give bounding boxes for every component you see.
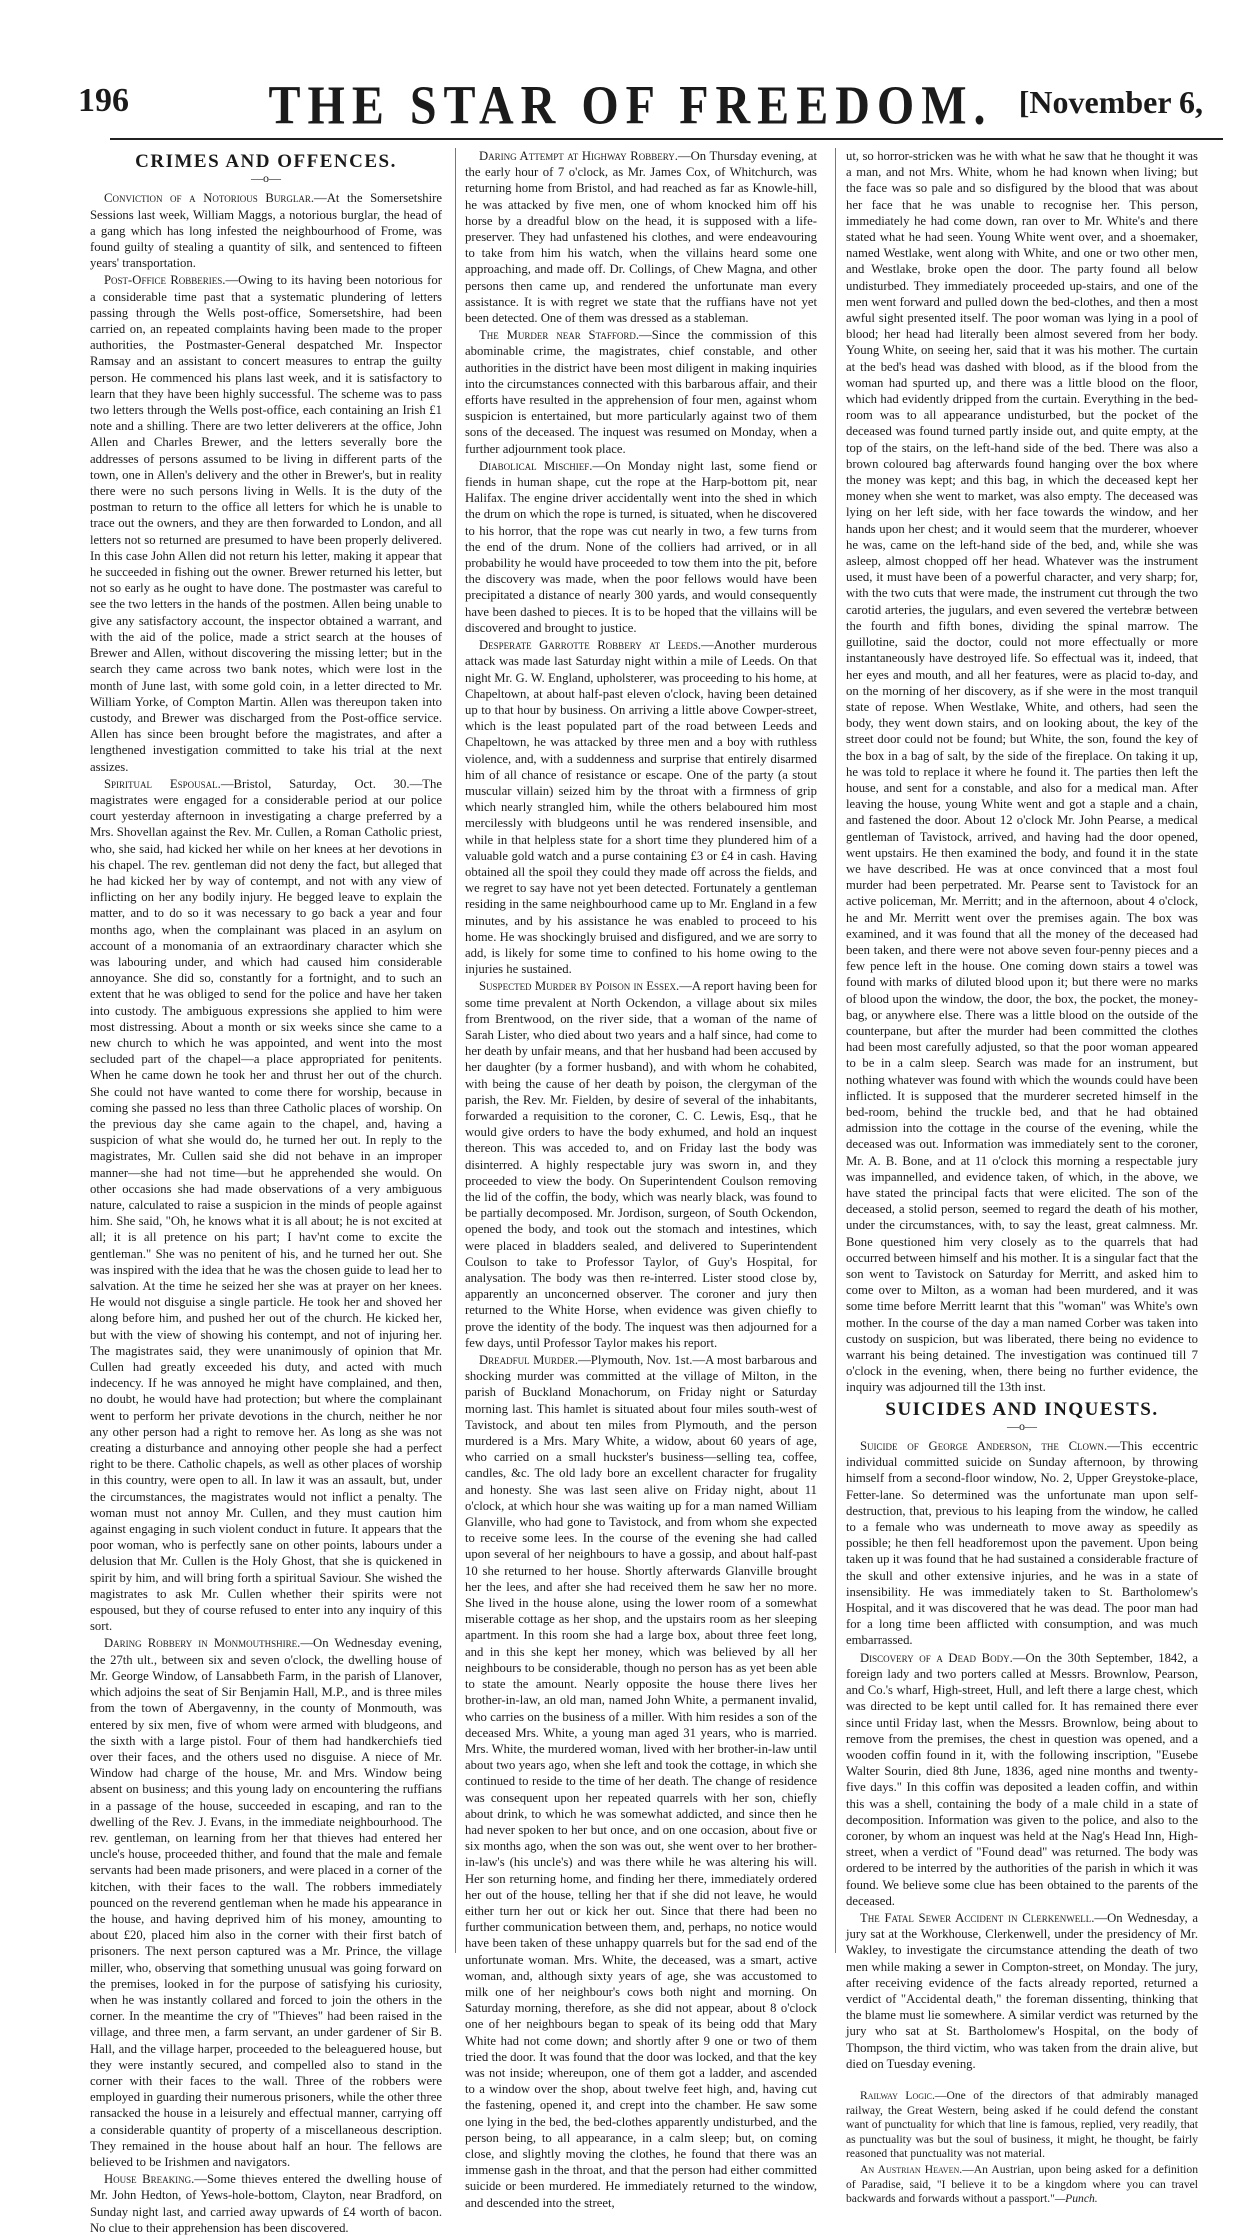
article-body: —On Wednesday, a jury sat at the Workhouse, Clerkenwell, under the presidency of Mr. Wakley, to investigate the circumstance attending the death of two men while making a sewer in Compton-street, on Monday. The jury, after receiving evidence of the facts already reported, returned a verdict of "Accidental death," the foreman dissenting, thinking that the blame must lie somewhere. A similar verdict was returned by the jury who sat at St. Bartholomew's Hospital, on the body of Thompson, the third victim, who was taken from the drain alive, but died on Tuesday evening.	[846, 1910, 1198, 2071]
article	[465, 637, 817, 977]
article	[465, 148, 817, 326]
column-1	[90, 148, 442, 2235]
filler-item	[846, 2089, 1198, 2162]
article-headline: Spiritual Espousal.	[104, 776, 221, 791]
issue-date: [November 6,	[1018, 84, 1203, 120]
article-headline: Suspected Murder by Poison in Essex.	[479, 979, 680, 994]
section-heading-suicides: SUICIDES AND INQUESTS.	[885, 1398, 1159, 1420]
article-headline: House Breaking.	[104, 2172, 195, 2187]
article-body: —This eccentric individual committed suicide on Sunday afternoon, by throwing himself from a second-floor window, No. 2, Upper Greystoke-place, Fetter-lane. So determined was the unfortunate man upon self-destruction, that, previous to his leaping from the window, he called to a female who was underneath to move away as speedily as possible; he then fell headforemost upon the pavement. Upon being taken up it was found that he had sustained a considerable fracture of the skull and other extensive injuries, and he was in a state of insensibility. He was immediately taken to St. Bartholomew's Hospital, and it was discovered that he was dead. The poor man had for a long time been afflicted with consumption, and was much embarrassed.	[846, 1439, 1198, 1648]
columns	[90, 148, 1230, 2235]
column-3	[846, 148, 1198, 2206]
section-rule: —o—	[1007, 1418, 1037, 1433]
article-body: —Some thieves entered the dwelling house of Mr. John Hedton, of Yews-hole-bottom, Clayton, near Bradford, on Sunday night last, and carried away upwards of £4 worth of bacon. No clue to their apprehension has been discovered.	[90, 2172, 442, 2235]
column-divider	[455, 148, 456, 1953]
article	[465, 327, 817, 457]
masthead	[38, 74, 1223, 137]
article-headline: Diabolical Mischief.	[479, 458, 593, 473]
section-rule: —o—	[251, 171, 281, 186]
article-headline: Dreadful Murder.	[479, 1353, 579, 1368]
article	[90, 2171, 442, 2236]
spacer	[846, 2073, 1198, 2089]
article-headline: Suicide of George Anderson, the Clown.	[860, 1439, 1108, 1454]
article-body: —Since the commission of this abominable crime, the magistrates, chief constable, and other authorities in the district have been most diligent in making inquiries into the circumstances connected with this barbarous affair, and their efforts have resulted in the apprehension of four men, against whom suspicion is entertained, but more particularly against two of them sons of the deceased. The inquest was resumed on Monday, when a further adjournment took place.	[465, 328, 817, 456]
article-continuation: ut, so horror-stricken was he with what he saw that he thought it was a man, and not Mrs. White, whom he had known when living; but the face was so pale and so disfigured by the blood that was about her face that he was unable to recognise her. This person, immediately he had come down, ran over to Mr. White's and there stated what he had seen. Young White went over, and a shoemaker, named Westlake, went along with White, and one or two other men, and Westlake, broke open the door. The party found all below undisturbed. They immediately proceeded up-stairs, and one of the men went forward and pulled down the bed-clothes, and then a most awful sight presented itself. The poor woman was lying in a pool of blood; her head had literally been almost severed from her body. Young White, on seeing her, said that it was his mother. The curtain at the bed's head was dashed with blood, as if the blood from the woman had spurted up, and there was a little blood on the floor, which had evidently dripped from the curtain. Everything in the bed-room was to all appearance undisturbed, but the pocket of the deceased was found turned partly inside out, and quite empty, at the top of the stairs, on the left-hand side of the bed. There was also a brown coloured bag afterwards found hanging over the box where the money was kept; and this bag, in which the deceased kept her money when she went to market, was also empty. The deceased was lying on her left side, with her face towards the window, and her hands upon her chest; and it would seem that the murderer, whoever he was, came on the left-hand side of the bed, and, while she was asleep, almost chopped off her head. Whatever was the instrument used, it must have been of a powerful character, and very sharp; for, with the two cuts that were made, the instrument cut through the two carotid arteries, the jugulars, and even severed the vertebræ between the fourth and fifth bones, dividing the spinal marrow. The guillotine, said the doctor, could not more effectually or more instantaneously have destroyed life. So effectual was it, indeed, that her eyes and mouth, and all her features, were as placid to-day, and on the morning of her discovery, as if she were in the most tranquil state of repose. When Westlake, White, and others, had seen the body, they went down stairs, and on looking about, the key of the street door could not be found; but White, the son, found the key of the box in a bag of salt, by the side of the fireplace. On taking it up, he was told to replace it where he found it. The parties then left the house, and sent for a constable, and also for a medical man. After leaving the house, young White went and got a staple and a chain, and fastened the door. About 12 o'clock Mr. John Pearse, a medical gentleman of Tavistock, arrived, and having had the door opened, went upstairs. He then examined the body, and found it in the state we have described. He was at once convinced that a most foul murder had been perpetrated. Mr. Pearse sent to Tavistock for an active policeman, Mr. Merritt; and in the afternoon, about 4 o'clock, he and Mr. Merritt went over the premises again. The box was examined, and it was found that all the money of the deceased had been taken, and there were not above seven four-penny pieces and a few pence left in the house. One coming down stairs a towel was found with marks of diluted blood upon it; but there were no marks of blood upon the window, the door, the box, the pocket, the money-bag, or anywhere else. There was a little blood on the outside of the counterpane, but after the murder had been committed the clothes had been most carefully adjusted, so that the poor woman appeared to be in a calm sleep. Search was made for an instrument, but nothing whatever was found with which the wounds could have been inflicted. It is supposed that the murderer secreted himself in the bed-room, behind the truckle bed, and that he had obtained admission into the cottage in the course of the evening, while the deceased was out. Information was immediately sent to the coroner, Mr. A. B. Bone, and at 11 o'clock this morning a respectable jury was impannelled, and evidence taken, of which, in the above, we have stated the principal facts that were elicited. The son of the deceased, a stolid person, seemed to regard the death of his mother, under the circumstances, with, to say the least, great calmness. Mr. Bone questioned him very closely as to the quarrels that had occurred between himself and his mother. It is a singular fact that the son went to Tavistock on Saturday for Merritt, and asked him to come over to Milton, as a woman had been murdered, and it was some time before Merritt learnt that this "woman" was White's own mother. In the course of the day a man named Corber was taken into custody on suspicion, but was liberated, there being no evidence to warrant his being detained. The investigation was continued till 7 o'clock in the evening, when, there being no further evidence, the inquiry was adjourned till the 13th inst.	[846, 149, 1198, 1395]
section-heading-crimes: CRIMES AND OFFENCES.	[135, 151, 397, 172]
page-number: 196	[78, 82, 129, 119]
article-headline: The Fatal Sewer Accident in Clerkenwell.	[860, 1910, 1095, 1925]
article-body: —Plymouth, Nov. 1st.—A most barbarous and shocking murder was committed at the village of Milton, in the parish of Buckland Monachorum, on Friday night or Saturday morning last. This hamlet is situated about four miles south-west of Tavistock, and about ten miles from Plymouth, and the person murdered is a Mrs. Mary White, a widow, about 60 years of age, who carried on a small huckster's business—selling tea, coffee, candles, &c. The old lady bore an excellent character for frugality and honesty. She was last seen alive on Friday night, about 11 o'clock, at which hour she was waiting up for a man named William Glanville, who had gone to Tavistock, and from whom she expected to receive some lees. In the course of the evening she had called upon several of her neighbours to have a gossip, and about half-past 10 she returned to her house. Shortly afterwards Glanville brought her the lees, and after she had received them he saw her no more. She lived in the house alone, using the lower room of a somewhat miserable cottage as her shop, and the upstairs room as her sleeping apartment. In this room she had a large box, about three feet long, and in this she kept her money, which was believed by all her neighbours to be considerable, though no person has as yet been able to state the amount. Nearly opposite the house there lives her brother-in-law, an old man, named John White, a permanent invalid, who carries on the business of a miller. With him resides a son of the deceased Mrs. White, a young man aged 31 years, who is married. Mrs. White, the murdered woman, lived with her brother-in-law until about two years ago, when she left and took the cottage, in which she continued to reside to the time of her death. The change of residence was consequent upon her repeated quarrels with her son, chiefly about drink, to which he was somewhat addicted, and since then he had never spoken to her but once, and on one occasion, about five or six months ago, when the son was out, she went over to her brother-in-law's (his uncle's) and was there while he was altering his will. Her son returning home, and finding her there, immediately ordered her out of the house, telling her that if she did not leave, he would either turn her out or kick her out. Since that there had been no further communication between them, and, perhaps, no notice would have been taken of these unhappy quarrels but for the sad end of the unfortunate woman. Mrs. White, the deceased, was a smart, active woman, and, although sixty years of age, she was accustomed to milk one of her neighbour's cows both night and morning. On Saturday morning, therefore, as she did not appear, about 8 o'clock one of her neighbours began to speak of its being odd that Mary White had not come down; and shortly after 9 one or two of them tried the door. It was found that the door was locked, and that the key was not inside; whereupon, one of them got a ladder, and ascended to a window over the shop, about twelve feet high, and, having cut the fastening, opened it, and crept into the chamber. He saw some one lying in the bed, the bed-clothes apparently undisturbed, and the person being, to all appearance, in a calm sleep; but, on coming close, and slightly moving the clothes, he found that there was an immense gash in the throat, and that the person had either committed suicide or been murdered. He immediately returned to the window, and descended into the street,	[465, 1353, 817, 2210]
filler-source: —Punch.	[1054, 2192, 1098, 2206]
newspaper-title: THE STAR OF FREEDOM.	[268, 75, 993, 137]
article-body: —On Monday night last, some fiend or fiends in human shape, cut the rope at the Harp-bottom pit, near Halifax. The engine driver accidentally went into the shed in which the drum on which the rope is turned, is situated, when he discovered to his horror, that the rope was cut nearly in two, a few turns from the end of the drum. None of the colliers had arrived, or in all probability he would have proceeded to tow them into the pit, before the discovery was made, when the poor fellows would have been precipitated a distance of nearly 300 yards, and would consequently have been dashed to pieces. It is to be hoped that the villains will be discovered and brought to justice.	[465, 458, 817, 635]
filler-body: —An Austrian, upon being asked for a definition of Paradise, said, "I believe it to be a kingdom where you can travel backwards and forwards without a passport."	[846, 2162, 1198, 2206]
article	[465, 1352, 817, 2211]
article-body: —Owing to its having been notorious for a considerable time past that a systematic plundering of letters passing through the Wells post-office, Somersetshire, had been carried on, an repeated complaints having been made to the proper authorities, the Postmaster-General despatched Mr. Inspector Ramsay and an assistant to concert measures to entrap the guilty person. He commenced his plans last week, and it is satisfactory to learn that they have been highly successful. The scheme was to pass two letters through the Wells post-office, each containing an Irish £1 note and a shilling. There are two letter deliverers at the office, John Allen and Charles Brewer, and the letters severally bore the addresses of persons assumed to be living in different parts of the town, one in Allen's delivery and the other in Brewer's, but in reality there were no such persons living in Wells. It is the duty of the postman to return to the office all letters for which he is unable to trace out the owners, and they are then forwarded to London, and all letters not so returned are presumed to have been properly delivered. In this case John Allen did not return his letter, making it appear that he succeeded in fishing out the owner. Brewer returned his letter, but not so early as he ought to have done. The postmaster was careful to see the two letters in the hands of the postmen. Allen being unable to give any satisfactory account, the inspector obtained a warrant, and with the aid of the police, made a strict search at the houses of Brewer and Allen, without discovering the missing letter; but in the search they came across two bank notes, which were lost in the month of June last, with some gold coin, in a letter directed to Mr. William Yorke, of Compton Martin. Allen was thereupon taken into custody, and Brewer was discharged from the Post-office service. Allen has since been brought before the magistrates, and after a lengthened investigation committed to take his trial at the next assizes.	[90, 273, 442, 774]
article-headline: The Murder near Stafford.	[479, 328, 640, 343]
filler-headline: Railway Logic.	[860, 2088, 935, 2102]
article-body: —On Wednesday evening, the 27th ult., between six and seven o'clock, the dwelling house of Mr. George Window, of Lansabbeth Farm, in the parish of Llanover, which adjoins the seat of Sir Benjamin Hall, M.P., and is three miles from the town of Abergavenny, in the county of Monmouth, was entered by six men, five of whom were armed with bludgeons, and the sixth with a large pistol. Four of them had handkerchiefs tied over their faces, and the others used no disguise. A niece of Mr. Window had charge of the house, Mr. and Mrs. Window being absent on business; and this young lady on encountering the ruffians in a passage of the house, succeeded in escaping, and ran to the dwelling of the Rev. J. Evans, in the immediate neighbourhood. The rev. gentleman, on learning from her that thieves had entered her uncle's house, proceeded thither, and found that the male and female servants had been made prisoners, and were placed in a corner of the kitchen, with their faces to the wall. The robbers immediately pounced on the reverend gentleman when he made his appearance in the house, and having deprived him of his money, amounting to about £20, placed him also in the corner with their first batch of prisoners. The next person captured was a Mr. Prince, the village miller, who, observing that something unusual was going forward on the premises, looked in for the purpose of satisfying his curiosity, when he was instantly collared and forced to join the others in the corner. In the meantime the cry of "Thieves" had been raised in the village, and three men, a farm servant, an under gardener of Sir B. Hall, and the village harper, proceeded to the beleaguered house, but they were instantly secured, and compelled also to stand in the corner with their faces to the wall. Three of the robbers were employed in guarding their numerous prisoners, while the other three ransacked the house in a leisurely and effectual manner, carrying off a considerable quantity of property of a miscellaneous description. They remained in the house about half an hour. The fellows are believed to be Irishmen and navigators.	[90, 1636, 442, 2169]
article-headline: Post-Office Robberies.	[104, 273, 226, 288]
article-headline: Discovery of a Dead Body.	[860, 1650, 1013, 1665]
article	[90, 1635, 442, 2170]
article-body: —Bristol, Saturday, Oct. 30.—The magistrates were engaged for a considerable period at our police court yesterday afternoon in investigating a charge preferred by a Mrs. Shovellan against the Rev. Mr. Cullen, a Roman Catholic priest, who, she said, had kicked her while on her knees at her devotions in his chapel. The rev. gentleman did not deny the fact, but alleged that he had kicked her by way of contempt, and not with any view of inflicting on her any bodily injury. He begged leave to explain the matter, and to do so it was necessary to go back a year and four months ago, when the complainant was placed in an asylum on account of a monomania of an extraordinary character which she was labouring under, and which had caused him considerable annoyance. She did so, constantly for a fortnight, and to such an extent that he was obliged to send for the police and have her taken into custody. The ambiguous expressions she applied to him were most distressing. About a month or six weeks since she came to a new church to which he was appointed, and went into the most secluded part of the chapel—a place appropriated for penitents. When he came down he took her and thrust her out of the church. She could not have wanted to come there for worship, because in coming she passed no less than three Catholic places of worship. On the previous day she came again to the chapel, and, having a suspicion of what she would do, he turned her out. In reply to the magistrates, Mr. Cullen said she did not behave in an improper manner—she had not time—but he apprehended she would. On other occasions she had made observations of a very ambiguous nature, calculated to raise a suspicion in the minds of people against him. She said, "Oh, he knows what it is all about; he is not excited at all; it is all pretence on his part; I hav'nt come to excite the gentleman." She was no penitent of his, and he turned her out. She was inspired with the idea that he was the chosen guide to lead her to salvation. At the time he seized her she was at prayer on her knees. He would not disguise a single particle. He took her and shoved her along before him, and pushed her out of the church. He kicked her, but with the view of showing his contempt, and not of injuring her. The magistrates said, they were unanimously of opinion that Mr. Cullen had greatly exceeded his duty, and acted with much indecency. If he was annoyed he might have complained, and then, no doubt, he would have had protection; but where the complainant went to perform her private devotions in the church, neither he nor any other person had a right to remove her. As long as she was not creating a disturbance and annoying other people she had a perfect right to be there. Catholic chapels, as well as other places of worship in this country, were open to all. In law it was an assault, but, under the circumstances, the magistrates would not inflict a penalty. The woman must not annoy Mr. Cullen, and they must caution him against engaging in such violent conduct in future. It appears that the poor woman, who is perfectly sane on other points, labours under a delusion that Mr. Cullen is the Holy Ghost, that she is quickened in spirit by him, and will bring forth a spiritual Saviour. She wished the magistrates to ask Mr. Cullen whether their spirits were not espoused, but they of course refused to enter into any inquiry of this sort.	[90, 776, 442, 1634]
article-headline: Desperate Garrotte Robbery at Leeds.	[479, 638, 702, 653]
article	[90, 776, 442, 1635]
filler-body: —One of the directors of that admirably managed railway, the Great Western, being asked if he could defend the constant want of punctuality for which that line is famous, replied, very readily, that as punctuality was but the soul of business, it might, he thought, be fairly reasoned that punctuality was not material.	[846, 2088, 1198, 2161]
article	[846, 1910, 1198, 2072]
article-body: —Another murderous attack was made last Saturday night within a mile of Leeds. On that night Mr. G. W. England, upholsterer, was proceeding to his home, at Chapeltown, at about half-past eleven o'clock, having been detained up to that hour by business. On arriving a little above Cowper-street, which is the least populated part of the road between Leeds and Chapeltown, he was attacked by three men and a boy with ruthless violence, and, with a suddenness and surprise that entirely disarmed him of all chance of resistance or escape. One of the party (a stout muscular villain) seized him by the throat with a firmness of grip which nearly strangled him, while the others belaboured him most mercilessly with bludgeons until he was rendered insensible, and while in that helpless state for a short time they plundered him of a valuable gold watch and a purse containing £3 or £4 in cash. Having obtained all the spoil they could they made off across the fields, and we regret to say have not yet been detected. Fortunately a gentleman residing in the same neighbourhood came up to Mr. England in a few minutes, and by his assistance he was enabled to proceed to his home. He was shockingly bruised and disfigured, and we are sorry to add, is likely for some time to confined to his home owing to the injuries he sustained.	[465, 638, 817, 977]
article	[465, 978, 817, 1351]
article-headline: Daring Attempt at Highway Robbery.	[479, 149, 678, 163]
article-body: —At the Somersetshire Sessions last week, William Maggs, a notorious burglar, the head of a gang which has long infested the neighbourhood of Frome, was found guilty of stealing a quantity of silk, and sentenced to fifteen years' transportation.	[90, 191, 442, 271]
article-headline: Daring Robbery in Monmouthshire.	[104, 1636, 301, 1651]
masthead-rule	[110, 138, 1223, 140]
article	[465, 458, 817, 636]
article-body: —On the 30th September, 1842, a foreign lady and two porters called at Messrs. Brownlow, Pearson, and Co.'s wharf, High-street, Hull, and left there a large chest, which was directed to be kept until called for. It has remained there ever since until Friday last, when the Messrs. Brownlow, being about to remove from the premises, the chest in question was opened, and a wooden coffin found in it, with the following inscription, "Eusebe Walter Sourin, died 8th June, 1836, aged nine months and twenty-five days." In this coffin was deposited a leaden coffin, and within this was a shell, containing the body of a male child in a state of decomposition. Information was given to the police, and also to the coroner, by whom an inquest was held at the Nag's Head Inn, High-street, when a verdict of "Found dead" was returned. The body was ordered to be interred by the authorities of the parish in which it was found. We believe some clue has been obtained to the parents of the deceased.	[846, 1650, 1198, 1908]
article-body: —On Thursday evening, at the early hour of 7 o'clock, as Mr. James Cox, of Whitchurch, was returning home from Bristol, and had reached as far as Knowle-hill, he was attacked by five men, one of whom knocked him off his horse by a dreadful blow on the head, it is supposed with a life-preserver. They had unfastened his clothes, and were endeavouring to take from him his watch, when the villains heard some one approaching, and made off. Dr. Collings, of Chew Magna, and other persons then came up, and rendered the unfortunate man every assistance. It is with regret we state that the ruffians have not yet been detected. One of them was dressed as a stableman.	[465, 149, 818, 326]
article	[846, 1650, 1198, 1909]
filler-item	[846, 2163, 1198, 2207]
article	[90, 190, 442, 271]
article	[846, 1438, 1198, 1649]
article-body: —A report having been for some time prevalent at North Ockendon, a village about six miles from Brentwood, on the river side, that a woman of the name of Sarah Lister, who died about two years and a half since, had come to her death by unfair means, and that her husband had been accused by her daughter (by a former husband), and with whom he cohabited, with being the cause of her death by poison, the clergyman of the parish, the Rev. Mr. Fielden, by desire of several of the inhabitants, forwarded a requisition to the coroner, C. C. Lewis, Esq., that he would give orders to have the body exhumed, and hold an inquest thereon. This was acceded to, and on Friday last the body was disinterred. A highly respectable jury was sworn in, and they proceeded to view the body. On Superintendent Coulson removing the lid of the coffin, the body, which was nearly black, was found to be partially decomposed. Mr. Jordison, surgeon, of South Ockendon, opened the body, and took out the stomach and intestines, which were placed in bladders sealed, and delivered to Superintendent Coulson to take to Professor Taylor, of Guy's Hospital, for analysation. The body was then re-interred. Lister stood close by, apparently an unconcerned observer. The coroner and jury then returned to the White Horse, when evidence was given chiefly to prove the identity of the body. The inquest was then adjourned for a few days, until Professor Taylor makes his report.	[465, 979, 817, 1350]
filler-headline: An Austrian Heaven.	[860, 2162, 963, 2176]
article-headline: Conviction of a Notorious Burglar.	[104, 191, 315, 206]
article	[90, 272, 442, 774]
column-divider	[835, 148, 836, 1953]
column-2	[465, 148, 818, 2210]
